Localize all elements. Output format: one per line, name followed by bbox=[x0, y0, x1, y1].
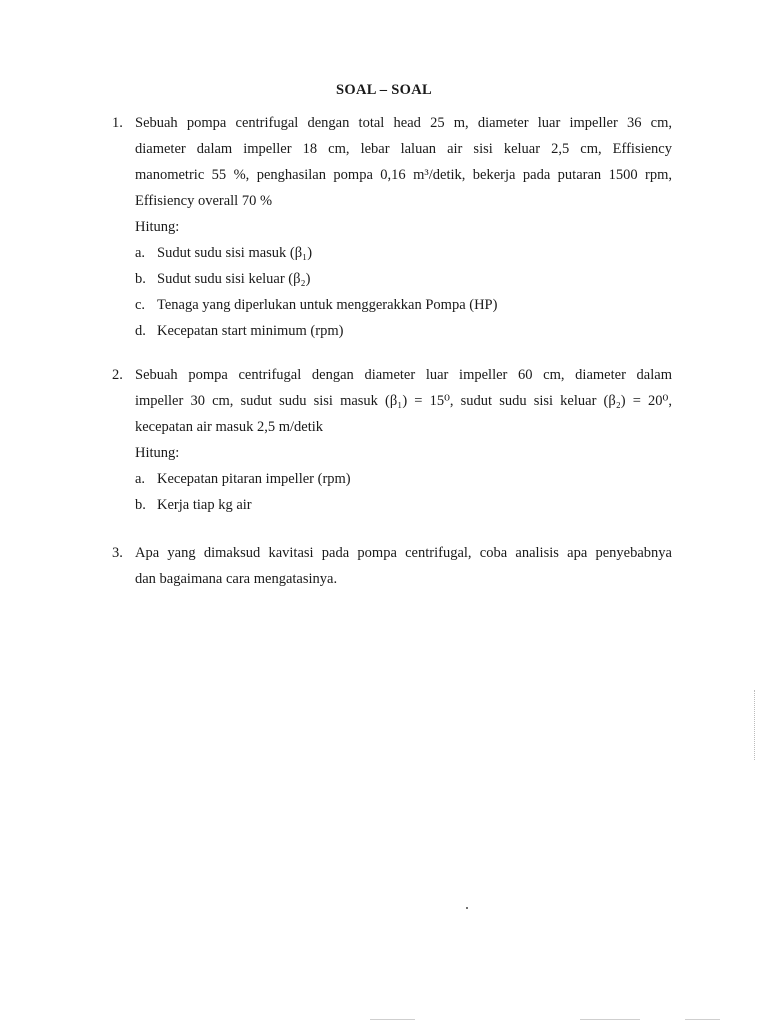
sub-question-d bbox=[135, 318, 672, 344]
sub-question-a bbox=[135, 240, 672, 266]
sub-question-b bbox=[135, 492, 672, 518]
hitung-label: Hitung: bbox=[135, 445, 180, 461]
question-text-line: diameter dalam impeller 18 cm, lebar laluan air sisi keluar 2,5 cm, Effisiency bbox=[135, 141, 672, 157]
question-body bbox=[135, 110, 672, 344]
sub-question-label: b. bbox=[135, 271, 146, 287]
sub-question-label: b. bbox=[135, 497, 146, 513]
scan-edge-line bbox=[685, 1019, 720, 1020]
scan-edge-mark bbox=[754, 690, 755, 760]
question-text-line: kecepatan air masuk 2,5 m/detik bbox=[135, 419, 324, 435]
question-number: 1. bbox=[112, 115, 123, 131]
sub-question-text: Sudut sudu sisi masuk (β₁) bbox=[157, 245, 313, 261]
sub-question-text: Kerja tiap kg air bbox=[157, 497, 252, 513]
scan-speck bbox=[466, 907, 468, 909]
question-body bbox=[135, 362, 672, 518]
question-number: 2. bbox=[112, 367, 123, 383]
sub-question-label: a. bbox=[135, 245, 146, 261]
sub-question-text: Kecepatan start minimum (rpm) bbox=[157, 323, 344, 339]
question-number: 3. bbox=[112, 545, 123, 561]
question-text-line: Effisiency overall 70 % bbox=[135, 193, 273, 209]
sub-question-text: Kecepatan pitaran impeller (rpm) bbox=[157, 471, 351, 487]
question-text-line: Apa yang dimaksud kavitasi pada pompa centrifugal, coba analisis apa penyebabnya bbox=[135, 545, 672, 561]
question-body bbox=[135, 540, 672, 592]
question-text-line: Sebuah pompa centrifugal dengan diameter luar impeller 60 cm, diameter dalam bbox=[135, 367, 672, 383]
sub-question-label: c. bbox=[135, 297, 146, 313]
sub-question-c bbox=[135, 292, 672, 318]
sub-question-label: d. bbox=[135, 323, 146, 339]
page-title: SOAL – SOAL bbox=[336, 82, 432, 98]
sub-question-text: Tenaga yang diperlukan untuk menggerakkan Pompa (HP) bbox=[157, 297, 498, 313]
sub-question-b bbox=[135, 266, 672, 292]
hitung-label: Hitung: bbox=[135, 219, 180, 235]
question-text-line: dan bagaimana cara mengatasinya. bbox=[135, 571, 338, 587]
sub-question-a bbox=[135, 466, 672, 492]
sub-question-text: Sudut sudu sisi keluar (β₂) bbox=[157, 271, 311, 287]
question-text-line: impeller 30 cm, sudut sudu sisi masuk (β₁) = 15⁰, sudut sudu sisi keluar (β₂) = 20⁰, bbox=[135, 393, 672, 409]
question-text-line: Sebuah pompa centrifugal dengan total head 25 m, diameter luar impeller 36 cm, bbox=[135, 115, 672, 131]
scan-edge-line bbox=[580, 1019, 640, 1020]
question-text-line: manometric 55 %, penghasilan pompa 0,16 m³/detik, bekerja pada putaran 1500 rpm, bbox=[135, 167, 672, 183]
scan-edge-line bbox=[370, 1019, 415, 1020]
sub-question-label: a. bbox=[135, 471, 146, 487]
